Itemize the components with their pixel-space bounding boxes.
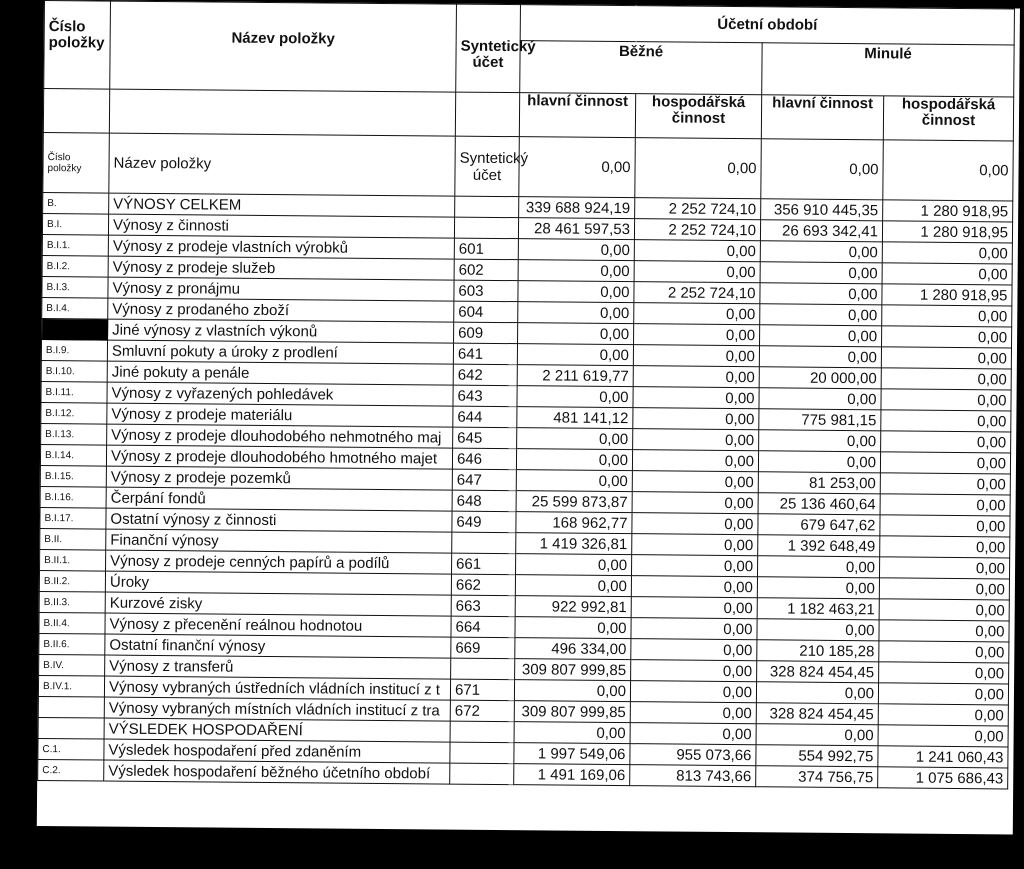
row-account: 664	[451, 616, 515, 638]
row-value-minule-hospodarska: 0,00	[881, 389, 1011, 411]
row-name: Výnosy z prodeje pozemků	[106, 466, 452, 490]
row-value-minule-hlavni: 374 756,75	[756, 766, 878, 788]
row-name: Výsledek hospodaření běžného účetního období	[104, 760, 450, 784]
row-value-bezne-hlavni: 1 491 169,06	[514, 764, 630, 786]
row-value-minule-hlavni: 81 253,00	[758, 472, 880, 494]
header-ucetni-obdobi: Účetní období	[520, 5, 1014, 45]
row-value-bezne-hlavni: 0,00	[516, 470, 632, 492]
row-value-minule-hospodarska: 0,00	[881, 410, 1011, 432]
row-name: Výsledek hospodaření před zdaněním	[104, 739, 450, 763]
row-value-bezne-hlavni: 0,00	[517, 344, 633, 366]
row-name: Výnosy vybraných ústředních vládních institucí z t	[104, 676, 450, 700]
row-name: VÝNOSY CELKEM	[109, 193, 455, 217]
subheader-cislo-polozky: Číslo položky	[43, 132, 110, 193]
row-account: 671	[450, 679, 514, 701]
row-value-bezne-hlavni: 0,00	[518, 281, 634, 303]
row-value-minule-hospodarska: 1 075 686,43	[878, 767, 1008, 789]
row-account: 644	[453, 406, 517, 428]
row-value-minule-hospodarska: 0,00	[881, 347, 1011, 369]
row-code: B.I.10.	[41, 360, 107, 382]
row-name: Výnosy z prodeje dlouhodobého nehmotného maj	[107, 424, 453, 448]
header-empty-cell	[455, 92, 519, 137]
row-name: Jiné výnosy z vlastních výkonů	[108, 319, 454, 343]
row-code: B.II.	[40, 528, 106, 550]
row-name: Čerpání fondů	[106, 487, 452, 511]
row-code	[38, 717, 104, 739]
header-synteticky-ucet: Syntetický účet	[456, 4, 521, 93]
row-value-minule-hlavni: 0,00	[760, 304, 882, 326]
row-account: 601	[454, 238, 518, 260]
row-value-minule-hospodarska: 0,00	[881, 368, 1011, 390]
row-value-bezne-hlavni: 0,00	[518, 260, 634, 282]
row-value-bezne-hlavni: 0,00	[518, 239, 634, 261]
row-value-bezne-hospodarska: 0,00	[632, 492, 758, 514]
row-value-minule-hospodarska: 0,00	[880, 494, 1010, 516]
row-value-bezne-hospodarska: 2 252 724,10	[635, 198, 761, 220]
row-account: 641	[453, 343, 517, 365]
row-code: B.I.13.	[41, 423, 107, 445]
row-value-bezne-hospodarska: 0,00	[631, 555, 757, 577]
row-name: Výnosy vybraných místních vládních institucí z tra	[104, 697, 450, 721]
row-value-minule-hlavni: 0,00	[758, 451, 880, 473]
row-value-minule-hlavni: 0,00	[756, 682, 878, 704]
row-value-minule-hlavni: 679 647,62	[758, 514, 880, 536]
row-value-bezne-hospodarska: 0,00	[634, 261, 760, 283]
row-name: Výnosy z přecenění reálnou hodnotou	[105, 613, 451, 637]
row-account: 603	[454, 280, 518, 302]
row-account: 662	[451, 574, 515, 596]
row-name: Výnosy z prodeje cenných papírů a podílů	[106, 550, 452, 574]
subheader-value: 0,00	[761, 139, 884, 200]
row-account	[451, 658, 515, 680]
row-value-bezne-hlavni: 339 688 924,19	[519, 197, 635, 219]
row-code: B.I.15.	[40, 465, 106, 487]
row-code: B.I.	[42, 213, 108, 235]
row-account: 661	[452, 553, 516, 575]
row-value-bezne-hospodarska: 0,00	[631, 660, 757, 682]
row-value-minule-hlavni: 1 392 648,49	[758, 535, 880, 557]
row-value-bezne-hlavni: 0,00	[514, 680, 630, 702]
row-name: Ostatní výnosy z činnosti	[106, 508, 452, 532]
row-account: 645	[453, 427, 517, 449]
row-name: Ostatní finanční výnosy	[105, 634, 451, 658]
row-value-minule-hospodarska: 0,00	[878, 683, 1008, 705]
row-account: 649	[452, 511, 516, 533]
row-value-minule-hospodarska: 1 280 918,95	[882, 221, 1012, 243]
income-statement-sheet	[37, 0, 1020, 834]
row-account	[450, 721, 514, 743]
row-value-bezne-hospodarska: 0,00	[633, 345, 759, 367]
row-name: Výnosy z prodeje služeb	[108, 256, 454, 280]
row-value-bezne-hlavni: 0,00	[516, 554, 632, 576]
row-account: 609	[454, 322, 518, 344]
row-value-minule-hlavni: 0,00	[759, 346, 881, 368]
row-value-minule-hlavni: 0,00	[757, 619, 879, 641]
row-value-bezne-hlavni: 309 807 999,85	[515, 659, 631, 681]
header-bezne-hospodarska: hospodářská činnost	[635, 94, 761, 139]
row-value-minule-hlavni: 1 182 463,21	[757, 598, 879, 620]
subheader-value: 0,00	[519, 137, 636, 198]
row-value-minule-hlavni: 775 981,15	[759, 409, 881, 431]
row-value-bezne-hlavni: 0,00	[514, 722, 630, 744]
row-value-minule-hospodarska: 0,00	[880, 473, 1010, 495]
row-value-bezne-hospodarska: 2 252 724,10	[634, 282, 760, 304]
row-value-bezne-hospodarska: 0,00	[634, 324, 760, 346]
row-code: B.I.17.	[40, 507, 106, 529]
header-minule-hlavni: hlavní činnost	[761, 95, 883, 140]
row-account: 669	[451, 637, 515, 659]
row-value-bezne-hlavni: 0,00	[518, 302, 634, 324]
row-value-minule-hospodarska: 0,00	[880, 536, 1010, 558]
row-value-bezne-hlavni: 496 334,00	[515, 638, 631, 660]
row-name: VÝSLEDEK HOSPODAŘENÍ	[104, 718, 450, 742]
row-account	[452, 532, 516, 554]
row-code: B.I.1.	[42, 234, 108, 256]
row-value-minule-hospodarska: 0,00	[882, 305, 1012, 327]
row-value-bezne-hospodarska: 0,00	[631, 597, 757, 619]
row-code: B.II.3.	[39, 591, 105, 613]
row-account: 604	[454, 301, 518, 323]
row-name: Výnosy z vyřazených pohledávek	[107, 382, 453, 406]
row-value-bezne-hospodarska: 0,00	[632, 471, 758, 493]
row-value-bezne-hlavni: 309 807 999,85	[514, 701, 630, 723]
row-account: 643	[453, 385, 517, 407]
row-value-minule-hospodarska: 0,00	[879, 662, 1009, 684]
row-name: Výnosy z činnosti	[108, 214, 454, 238]
row-name: Výnosy z transferů	[105, 655, 451, 679]
row-value-minule-hospodarska: 0,00	[881, 431, 1011, 453]
subheader-nazev-polozky: Název položky	[109, 133, 456, 196]
statement-table	[37, 0, 1015, 789]
row-name: Výnosy z prodeje vlastních výrobků	[108, 235, 454, 259]
row-account	[450, 742, 514, 764]
row-code: B.	[43, 192, 109, 214]
subheader-value: 0,00	[635, 138, 762, 199]
row-value-minule-hospodarska: 0,00	[880, 515, 1010, 537]
row-account	[454, 217, 518, 239]
row-account: 672	[450, 700, 514, 722]
row-value-minule-hospodarska: 0,00	[879, 578, 1009, 600]
row-value-bezne-hlavni: 0,00	[517, 386, 633, 408]
subheader-synteticky-ucet: Syntetický účet	[455, 136, 520, 197]
row-value-bezne-hospodarska: 0,00	[633, 408, 759, 430]
row-value-minule-hospodarska: 1 241 060,43	[878, 746, 1008, 768]
row-value-bezne-hlavni: 28 461 597,53	[518, 218, 634, 240]
row-name: Výnosy z pronájmu	[108, 277, 454, 301]
header-empty-cell	[43, 89, 109, 134]
row-value-bezne-hlavni: 0,00	[518, 323, 634, 345]
row-value-bezne-hlavni: 0,00	[517, 428, 633, 450]
row-code: B.II.1.	[40, 549, 106, 571]
row-name: Výnosy z prodeje dlouhodobého hmotného majet	[106, 445, 452, 469]
row-value-minule-hospodarska: 0,00	[879, 620, 1009, 642]
row-code: B.I.11.	[41, 381, 107, 403]
row-code: B.II.6.	[39, 633, 105, 655]
row-value-minule-hospodarska: 0,00	[882, 242, 1012, 264]
row-value-minule-hlavni: 0,00	[759, 430, 881, 452]
row-code	[38, 696, 104, 718]
row-value-minule-hospodarska: 0,00	[882, 326, 1012, 348]
row-value-minule-hospodarska: 0,00	[879, 641, 1009, 663]
row-value-bezne-hospodarska: 955 073,66	[630, 744, 756, 766]
row-code: B.I.9.	[41, 339, 107, 361]
row-code: B.I.12.	[41, 402, 107, 424]
row-value-bezne-hlavni: 922 992,81	[515, 596, 631, 618]
row-value-minule-hlavni: 210 185,28	[757, 640, 879, 662]
row-name: Úroky	[105, 571, 451, 595]
row-value-minule-hlavni: 0,00	[759, 388, 881, 410]
row-value-minule-hospodarska: 0,00	[882, 263, 1012, 285]
row-value-minule-hlavni: 25 136 460,64	[758, 493, 880, 515]
row-code: C.1.	[38, 738, 104, 760]
row-value-bezne-hlavni: 25 599 873,87	[516, 491, 632, 513]
row-code	[42, 318, 108, 340]
row-value-bezne-hospodarska: 0,00	[630, 681, 756, 703]
row-code: B.II.2.	[39, 570, 105, 592]
row-value-bezne-hospodarska: 0,00	[633, 366, 759, 388]
row-value-minule-hospodarska: 0,00	[878, 725, 1008, 747]
row-value-minule-hlavni: 0,00	[757, 577, 879, 599]
row-code: C.2.	[38, 759, 104, 781]
row-name: Finanční výnosy	[106, 529, 452, 553]
row-name: Smluvní pokuty a úroky z prodlení	[107, 340, 453, 364]
row-code: B.I.3.	[42, 276, 108, 298]
row-code: B.I.16.	[40, 486, 106, 508]
row-value-minule-hlavni: 356 910 445,35	[761, 199, 883, 221]
row-value-minule-hospodarska: 0,00	[880, 452, 1010, 474]
row-value-bezne-hospodarska: 2 252 724,10	[634, 219, 760, 241]
row-account: 647	[452, 469, 516, 491]
row-value-bezne-hlavni: 0,00	[516, 449, 632, 471]
header-nazev-polozky: Název položky	[110, 1, 457, 92]
row-code: B.I.2.	[42, 255, 108, 277]
row-value-minule-hlavni: 0,00	[757, 556, 879, 578]
row-value-bezne-hlavni: 1 419 326,81	[516, 533, 632, 555]
row-value-minule-hlavni: 0,00	[760, 325, 882, 347]
row-value-bezne-hospodarska: 813 743,66	[630, 765, 756, 787]
row-code: B.I.4.	[42, 297, 108, 319]
row-account	[455, 196, 519, 218]
row-value-minule-hlavni: 0,00	[760, 283, 882, 305]
row-value-minule-hlavni: 0,00	[760, 241, 882, 263]
header-bezne: Běžné	[520, 41, 762, 95]
row-value-minule-hospodarska: 1 280 918,95	[882, 284, 1012, 306]
row-account: 602	[454, 259, 518, 281]
row-value-bezne-hospodarska: 0,00	[632, 513, 758, 535]
row-value-bezne-hospodarska: 0,00	[634, 303, 760, 325]
header-empty-cell	[109, 89, 455, 136]
row-account: 663	[451, 595, 515, 617]
row-value-bezne-hospodarska: 0,00	[631, 576, 757, 598]
row-value-minule-hospodarska: 0,00	[879, 599, 1009, 621]
row-value-bezne-hospodarska: 0,00	[630, 723, 756, 745]
row-account	[450, 763, 514, 785]
row-value-bezne-hlavni: 481 141,12	[517, 407, 633, 429]
row-value-minule-hospodarska: 1 280 918,95	[883, 200, 1013, 222]
row-value-bezne-hospodarska: 0,00	[632, 534, 758, 556]
row-value-minule-hospodarska: 0,00	[878, 704, 1008, 726]
row-value-bezne-hospodarska: 0,00	[633, 429, 759, 451]
row-code: B.IV.	[39, 654, 105, 676]
row-account: 642	[453, 364, 517, 386]
header-minule: Minulé	[762, 43, 1014, 97]
row-code: B.I.14.	[40, 444, 106, 466]
row-code: B.II.4.	[39, 612, 105, 634]
row-value-bezne-hlavni: 0,00	[515, 575, 631, 597]
row-value-bezne-hospodarska: 0,00	[633, 387, 759, 409]
row-value-bezne-hospodarska: 0,00	[630, 702, 756, 724]
header-minule-hospodarska: hospodářská činnost	[883, 96, 1013, 141]
row-value-minule-hlavni: 554 992,75	[756, 745, 878, 767]
row-value-bezne-hlavni: 168 962,77	[516, 512, 632, 534]
header-bezne-hlavni: hlavní činnost	[519, 93, 635, 138]
subheader-value: 0,00	[883, 140, 1014, 201]
row-account: 648	[452, 490, 516, 512]
row-value-bezne-hlavni: 1 997 549,06	[514, 743, 630, 765]
row-value-minule-hlavni: 0,00	[756, 724, 878, 746]
row-value-bezne-hospodarska: 0,00	[631, 618, 757, 640]
row-account: 646	[452, 448, 516, 470]
row-value-minule-hlavni: 26 693 342,41	[760, 220, 882, 242]
row-name: Kurzové zisky	[105, 592, 451, 616]
row-value-bezne-hospodarska: 0,00	[632, 450, 758, 472]
row-name: Výnosy z prodeje materiálu	[107, 403, 453, 427]
row-value-minule-hlavni: 20 000,00	[759, 367, 881, 389]
row-value-minule-hospodarska: 0,00	[879, 557, 1009, 579]
row-value-minule-hlavni: 328 824 454,45	[756, 703, 878, 725]
row-value-bezne-hospodarska: 0,00	[631, 639, 757, 661]
row-name: Výnosy z prodaného zboží	[108, 298, 454, 322]
row-value-bezne-hlavni: 0,00	[515, 617, 631, 639]
row-value-bezne-hlavni: 2 211 619,77	[517, 365, 633, 387]
row-name: Jiné pokuty a penále	[107, 361, 453, 385]
row-code: B.IV.1.	[38, 675, 104, 697]
row-value-bezne-hospodarska: 0,00	[634, 240, 760, 262]
row-value-minule-hlavni: 328 824 454,45	[757, 661, 879, 683]
header-cislo-polozky: Číslo položky	[44, 1, 111, 90]
row-value-minule-hlavni: 0,00	[760, 262, 882, 284]
